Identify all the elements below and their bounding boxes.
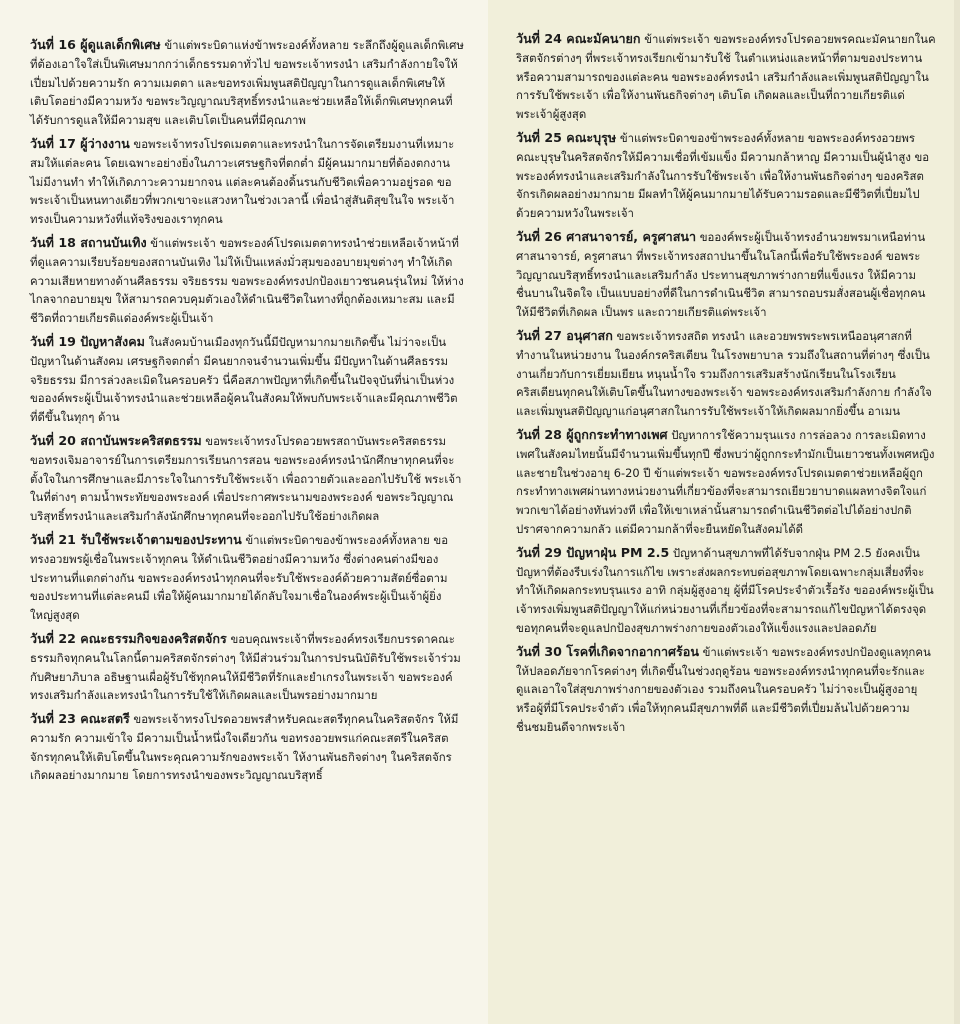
prayer-entry-19 (30, 333, 464, 427)
entry-text: ปัญหาการใช้ความรุนแรง การล่อลวง การละเมิดทางเพศในสังคมไทยนั้นมีจำนวนเพิ่มขึ้นทุกปี ซึ่งพบว่าผู้ถูกกระทำมักเป็นเยาวชนทั้งเพศหญิงและชายในช่วงอายุ 6-20 ปี ข้าแต่พระเจ้า ขอพระองค์ทรงโปรดเมตตาช่วยเหลือผู้ถูกกระทำทางเพศผ่านทางหน่วยงานที่เกี่ยวข้องที่จะสามารถเยียวยาบาดแผลทางจิตใจแก่พวกเขาได้อย่างทันท่วงที เพื่อให้เขาเหล่านั้นสามารถดำเนินชีวิตต่อไปได้อย่างปกติปราศจากความกลัว แต่มีความกล้าที่จะยืนหยัดในสังคมได้ดี (516, 427, 935, 536)
prayer-entry-21 (30, 531, 464, 625)
entry-title: วันที่ 22 คณะธรรมกิจของคริสตจักร (30, 630, 227, 646)
prayer-entry-18 (30, 234, 464, 328)
entry-text: ข้าแต่พระเจ้า ขอพระองค์ทรงปกป้องดูแลทุกคนให้ปลอดภัยจากโรคต่างๆ ที่เกิดขึ้นในช่วงฤดูร้อน ขอพระองค์ทรงนำทุกคนที่จะรักและดูแลเอาใจใส่สุขภาพร่างกายของตัวเอง รวมถึงคนในครอบครัว ไม่ว่าจะเป็นผู้สูงอายุ หรือผู้ที่มีโรคประจำตัว เพื่อให้ทุกคนมีสุขภาพที่ดี และมีชีวิตที่เปี่ยมล้นไปด้วยความชื่นชมยินดีจากพระเจ้า (516, 644, 931, 734)
entry-title: วันที่ 25 คณะบุรุษ (516, 129, 617, 145)
entry-text: ข้าแต่พระบิดาของข้าพระองค์ทั้งหลาย ขอพระองค์ทรงอวยพรคณะบุรุษในคริสตจักรให้มีความเชื่อที่เข้มแข็ง มีความกล้าหาญ มีความเป็นผู้นำสูง ขอพระองค์ทรงนำและเสริมกำลังในการรับใช้พระเจ้า เพื่อให้งานพันธกิจต่างๆ ของคริสตจักรเกิดผลอย่างมากมาย มีผลทำให้ผู้คนมากมายได้รับความรอดและมีชีวิตที่เปี่ยมไปด้วยความหวังในพระเจ้า (516, 130, 930, 221)
entry-text: ในสังคมบ้านเมืองทุกวันนี้มีปัญหามากมายเกิดขึ้น ไม่ว่าจะเป็นปัญหาในด้านสังคม เศรษฐกิจตกต่ำ มีคนยากจนจำนวนเพิ่มขึ้น มีปัญหาในด้านศีลธรรม จริยธรรม มีการล่วงละเมิดในครอบครัว นี่คือสภาพปัญหาที่เกิดขึ้นในปัจจุบันที่น่าเป็นห่วง ขอองค์พระผู้เป็นเจ้าทรงนำและช่วยเหลือผู้คนในสังคมให้พบกับพระเจ้าและมีคุณภาพชีวิตที่ดีขึ้นในทุกๆ ด้าน (30, 334, 458, 425)
entry-title: วันที่ 30 โรคที่เกิดจากอากาศร้อน (516, 643, 699, 659)
entry-title: วันที่ 21 รับใช้พระเจ้าตามของประทาน (30, 531, 242, 547)
prayer-entry-23 (30, 710, 464, 785)
prayer-entry-26 (516, 228, 936, 322)
entry-title: วันที่ 17 ผู้ว่างงาน (30, 135, 130, 151)
entry-title: วันที่ 19 ปัญหาสังคม (30, 333, 145, 349)
prayer-entry-29 (516, 544, 936, 638)
prayer-entry-22 (30, 630, 464, 705)
prayer-entry-27 (516, 327, 936, 421)
entry-title: วันที่ 18 สถานบันเทิง (30, 234, 147, 250)
entry-text: ขอพระเจ้าทรงโปรดอวยพรสถาบันพระคริสตธรรม ขอทรงเจิมอาจารย์ในการเตรียมการเรียนการสอน ขอพระองค์ทรงนำนักศึกษาทุกคนที่จะตั้งใจในการศึกษาและมีภาระใจในการรับใช้พระเจ้า เพื่อถวายตัวและออกไปรับใช้ พระเจ้าในที่ต่างๆ ตามน้ำพระทัยของพระองค์ เพื่อประกาศพระนามของพระองค์ ขอพระวิญญาณบริสุทธิ์ทรงนำและเสริมกำลังนักศึกษาทุกคนที่จะออกไปรับใช้อย่างเกิดผล (30, 433, 462, 524)
entry-text: ขอพระเจ้าทรงสถิต ทรงนำ และอวยพรพระพรเหนืออนุศาสกที่ทำงานในหน่วยงาน ในองค์กรคริสเตียน ในโรงพยาบาล รวมถึงในสถานที่ต่างๆ ซึ่งเป็นงานเกี่ยวกับการเยี่ยมเยียน หนุนน้ำใจ รวมถึงการเสริมสร้างนักเรียนในโรงเรียนคริสเตียนทุกคนให้เติบโตขึ้นในทางของพระเจ้า ขอพระองค์ทรงเสริมกำลังกาย กำลังใจ และเพิ่มพูนสติปัญญาแก่อนุศาสกในการรับใช้พระเจ้าให้เกิดผลมากยิ่งขึ้น อาเมน (516, 328, 932, 419)
entry-text: ข้าแต่พระบิดาแห่งข้าพระองค์ทั้งหลาย ระลึกถึงผู้ดูแลเด็กพิเศษ ที่ต้องเอาใจใส่เป็นพิเศษมากกว่าเด็กธรรมดาทั่วไป ขอพระเจ้าทรงนำ เสริมกำลังกายใจให้เปี่ยมไปด้วยความรัก ความเมตตา และขอทรงเพิ่มพูนสติปัญญาในการดูแลเด็กพิเศษให้เติบโตอย่างมีความหวัง ขอพระวิญญาณบริสุทธิ์ทรงนำและช่วยเหลือให้เด็กพิเศษทุกคนที่ได้รับการดูแลให้มีความสุข และเติบโตเป็นคนที่มีคุณภาพ (30, 38, 464, 128)
prayer-entry-25 (516, 129, 936, 223)
prayer-entry-24 (516, 30, 936, 124)
entry-title: วันที่ 24 คณะมัคนายก (516, 31, 641, 46)
prayer-entry-16 (30, 36, 464, 130)
entry-title: วันที่ 28 ผู้ถูกกระทำทางเพศ (516, 426, 668, 442)
entry-title: วันที่ 27 อนุศาสก (516, 327, 613, 343)
prayer-entry-30 (516, 643, 936, 737)
right-column (488, 0, 960, 1024)
entry-text: ขอพระเจ้าทรงโปรดอวยพรสำหรับคณะสตรีทุกคนในคริสตจักร ให้มีความรัก ความเข้าใจ มีความเป็นน้ำหนึ่งใจเดียวกัน ขอทรงอวยพรแก่คณะสตรีในคริสตจักรทุกคนให้เติบโตขึ้นในพระคุณความรักของพระเจ้า ให้งานพันธกิจต่างๆ ในคริสตจักรเกิดผลอย่างมากมาย โดยการทรงนำของพระวิญญาณบริสุทธิ์ (30, 712, 459, 783)
entry-text: ข้าแต่พระเจ้า ขอพระองค์โปรดเมตตาทรงนำช่วยเหลือเจ้าหน้าที่ที่ดูแลความเรียบร้อยของสถานบันเทิง ไม่ให้เป็นแหล่งมั่วสุมของอบายมุขต่างๆ ทำให้เกิดความเสียหายทางด้านศีลธรรม จริยธรรม ขอพระองค์ทรงปกป้องเยาวชนคนรุ่นใหม่ ให้ห่างไกลจากอบายมุข ให้สามารถควบคุมตัวเองให้ดำเนินชีวิตในทางที่ถูกต้องเหมาะสม และมีชีวิตที่ถวายเกียรติแด่องค์พระผู้เป็นเจ้า (30, 235, 464, 326)
entry-text: ขอองค์พระผู้เป็นเจ้าทรงอำนวยพรมาเหนือท่านศาสนาจารย์, ครูศาสนา ที่พระเจ้าทรงสถาปนาขึ้นในโลกนี้เพื่อรับใช้พระองค์ ขอพระวิญญาณบริสุทธิ์ทรงนำและเสริมกำลัง ประทานสุขภาพร่างกายที่แข็งแรง ให้มีความชื่นบานในจิตใจ เป็นแบบอย่างที่ดีในการดำเนินชีวิต สามารถอบรมสั่งสอนผู้เชื่อทุกคนให้มีชีวิตที่เกิดผล เป็นพร และถวายเกียรติแด่พระเจ้า (516, 229, 926, 320)
prayer-entry-17 (30, 135, 464, 229)
entry-text: ขอบคุณพระเจ้าที่พระองค์ทรงเรียกบรรดาคณะธรรมกิจทุกคนในโลกนี้ตามคริสตจักรต่างๆ ให้มีส่วนร่วมในการปรนนิบัติรับใช้พระเจ้าร่วมกับศิษยาภิบาล อธิษฐานเผื่อผู้รับใช้ทุกคนให้มีชีวิตที่รักและยำเกรงในพระเจ้า ขอพระองค์ทรงเสริมกำลังและทรงนำในการรับใช้ให้เกิดผลและเป็นพรอย่างมากมาย (30, 631, 461, 703)
prayer-entry-28 (516, 426, 936, 539)
entry-text: ขอพระเจ้าทรงโปรดเมตตาและทรงนำในการจัดเตรียมงานที่เหมาะสมให้แต่ละคน โดยเฉพาะอย่างยิ่งในภาวะเศรษฐกิจที่ตกต่ำ มีผู้คนมากมายที่ต้องตกงานไม่มีงานทำ ทำให้เกิดภาวะความยากจน แต่ละคนต้องดิ้นรนกับชีวิตเพื่อความอยู่รอด ขอพระเจ้าเป็นหนทางเดียวที่พวกเขาจะแสวงหาในช่วงเวลานี้ เพื่อนำสู่สันติสุขในใจ พระเจ้าทรงเป็นความหวังที่แท้จริงของเราทุกคน (30, 136, 455, 227)
prayer-entry-20 (30, 432, 464, 526)
entry-title: วันที่ 20 สถาบันพระคริสตธรรม (30, 432, 202, 448)
entry-title: วันที่ 29 ปัญหาฝุ่น PM 2.5 (516, 544, 670, 560)
entry-title: วันที่ 16 ผู้ดูแลเด็กพิเศษ (30, 37, 161, 52)
entry-text: ข้าแต่พระเจ้า ขอพระองค์ทรงโปรดอวยพรคณะมัคนายกในคริสตจักรต่างๆ ที่พระเจ้าทรงเรียกเข้ามารับใช้ ในตำแหน่งและหน้าที่ตามของประทานหรือความสามารถของแต่ละคน ขอพระองค์ทรงนำ เสริมกำลังและเพิ่มพูนสติปัญญาในการรับใช้พระเจ้า เพื่อให้งานพันธกิจต่างๆ เติบโต เกิดผลและเป็นที่ถวายเกียรติแด่พระเจ้าผู้สูงสุด (516, 32, 936, 122)
entry-text: ปัญหาด้านสุขภาพที่ได้รับจากฝุ่น PM 2.5 ยังคงเป็นปัญหาที่ต้องรีบเร่งในการแก้ไข เพราะส่งผลกระทบต่อสุขภาพโดยเฉพาะกลุ่มเสี่ยงที่จะทำให้เกิดผลกระทบรุนแรง อาทิ กลุ่มผู้สูงอายุ ผู้ที่มีโรคประจำตัวเรื้อรัง ขอองค์พระผู้เป็นเจ้าทรงเพิ่มพูนสติปัญญาให้แก่หน่วยงานที่เกี่ยวข้องที่จะสามารถแก้ไขปัญหาได้ตรงจุด ขอทุกคนที่จะดูแลปกป้องสุขภาพร่างกายของตัวเองให้แข็งแรงและปลอดภัย (516, 545, 934, 635)
entry-text: ข้าแต่พระบิดาของข้าพระองค์ทั้งหลาย ขอทรงอวยพรผู้เชื่อในพระเจ้าทุกคน ให้ดำเนินชีวิตอย่างมีความหวัง ซึ่งต่างคนต่างมีของประทานที่แตกต่างกัน ขอพระองค์ทรงนำทุกคนที่จะรับใช้พระองค์ด้วยความสัตย์ซื่อตามของประทานที่แต่ละคนมี เพื่อให้ผู้คนมากมายได้กลับใจมาเชื่อในองค์พระผู้เป็นเจ้าผู้ยิ่งใหญ่สูงสุด (30, 532, 449, 623)
entry-title: วันที่ 26 ศาสนาจารย์, ครูศาสนา (516, 228, 697, 244)
entry-title: วันที่ 23 คณะสตรี (30, 711, 130, 727)
